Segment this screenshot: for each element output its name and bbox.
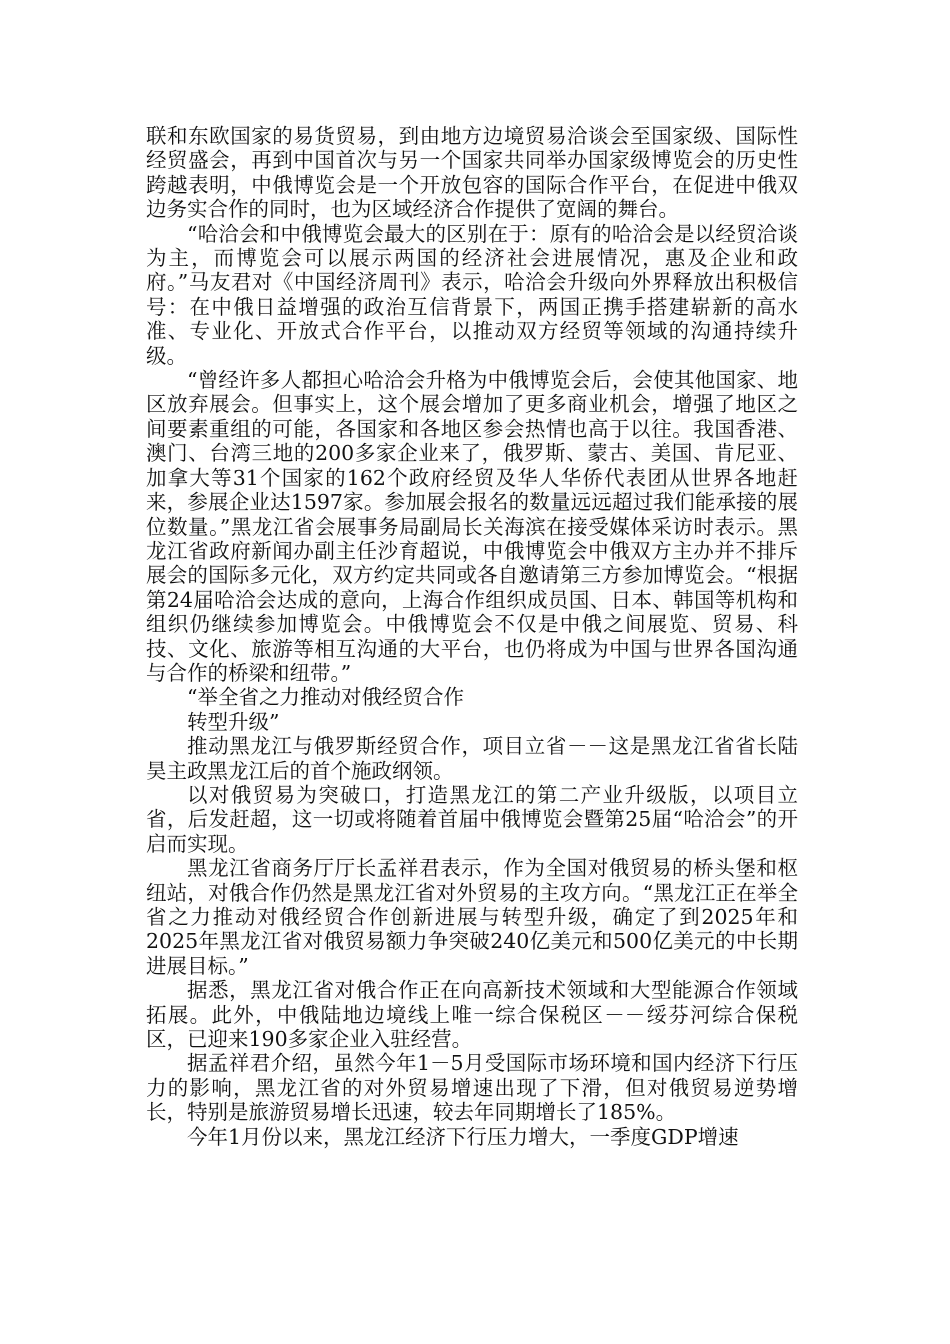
paragraph-continuation: 联和东欧国家的易货贸易，到由地方边境贸易洽谈会至国家级、国际性经贸盛会，再到中国首次与另一个国家共同举办国家级博览会的历史性跨越表明，中俄博览会是一个开放包容的国际合作平台，在促进中俄双边务实合作的同时，也为区域经济合作提供了宽阔的舞台。 [146,124,798,222]
section-heading-line-2: 转型升级” [187,709,280,734]
paragraph-policy: 推动黑龙江与俄罗斯经贸合作，项目立省－－这是黑龙江省省长陆昊主政黑龙江后的首个施政纲领。 [146,734,798,783]
document-page [146,124,798,1149]
paragraph-meng-xiangjun: 黑龙江省商务厅厅长孟祥君表示，作为全国对俄贸易的桥头堡和枢纽站，对俄合作仍然是黑龙江省对外贸易的主攻方向。“黑龙江正在举全省之力推动对俄经贸合作创新进展与转型升级，确定了到2025年和2025年黑龙江省对俄贸易额力争突破240亿美元和500亿美元的中长期进展目标。” [146,856,798,978]
paragraph-quote-ma-youjun: “哈洽会和中俄博览会最大的区别在于：原有的哈洽会是以经贸洽谈为主，而博览会可以展示两国的经济社会进展情况，惠及企业和政府。”马友君对《中国经济周刊》表示，哈洽会升级向外界释放出积极信号：在中俄日益增强的政治互信背景下，两国正携手搭建崭新的高水准、专业化、开放式合作平台，以推动双方经贸等领域的沟通持续升级。 [146,221,798,368]
paragraph-quote-guan-haibin: “曾经许多人都担心哈洽会升格为中俄博览会后，会使其他国家、地区放弃展会。但事实上，这个展会增加了更多商业机会，增强了地区之间要素重组的可能，各国家和各地区参会热情也高于以往。我国香港、澳门、台湾三地的200多家企业来了，俄罗斯、蒙古、美国、肯尼亚、加拿大等31个国家的162个政府经贸及华人华侨代表团从世界各地赶来，参展企业达1597家。参加展会报名的数量远远超过我们能承接的展位数量。”黑龙江省会展事务局副局长关海滨在接受媒体采访时表示。黑龙江省政府新闻办副主任沙育超说，中俄博览会中俄双方主办并不排斥展会的国际多元化，双方约定共同或各自邀请第三方参加博览会。“根据第24届哈洽会达成的意向，上海合作组织成员国、日本、韩国等机构和组织仍继续参加博览会。中俄博览会不仅是中俄之间展览、贸易、科技、文化、旅游等相互沟通的大平台，也仍将成为中国与世界各国沟通与合作的桥梁和纽带。” [146,368,798,685]
paragraph-breakthrough: 以对俄贸易为突破口，打造黑龙江的第二产业升级版，以项目立省，后发赶超，这一切或将随着首届中俄博览会暨第25届“哈洽会”的开启而实现。 [146,782,798,856]
paragraph-bonded-zone: 据悉，黑龙江省对俄合作正在向高新技术领域和大型能源合作领域拓展。此外，中俄陆地边境线上唯一综合保税区－－绥芬河综合保税区，已迎来190多家企业入驻经营。 [146,978,798,1052]
paragraph-gdp: 今年1月份以来，黑龙江经济下行压力增大，一季度GDP增速 [187,1124,739,1149]
paragraph-trade-growth: 据孟祥君介绍，虽然今年1－5月受国际市场环境和国内经济下行压力的影响，黑龙江省的对外贸易增速出现了下滑，但对俄贸易逆势增长，特别是旅游贸易增长迅速，较去年同期增长了185%。 [146,1051,798,1125]
section-heading-line-1: “举全省之力推动对俄经贸合作 [187,685,464,710]
